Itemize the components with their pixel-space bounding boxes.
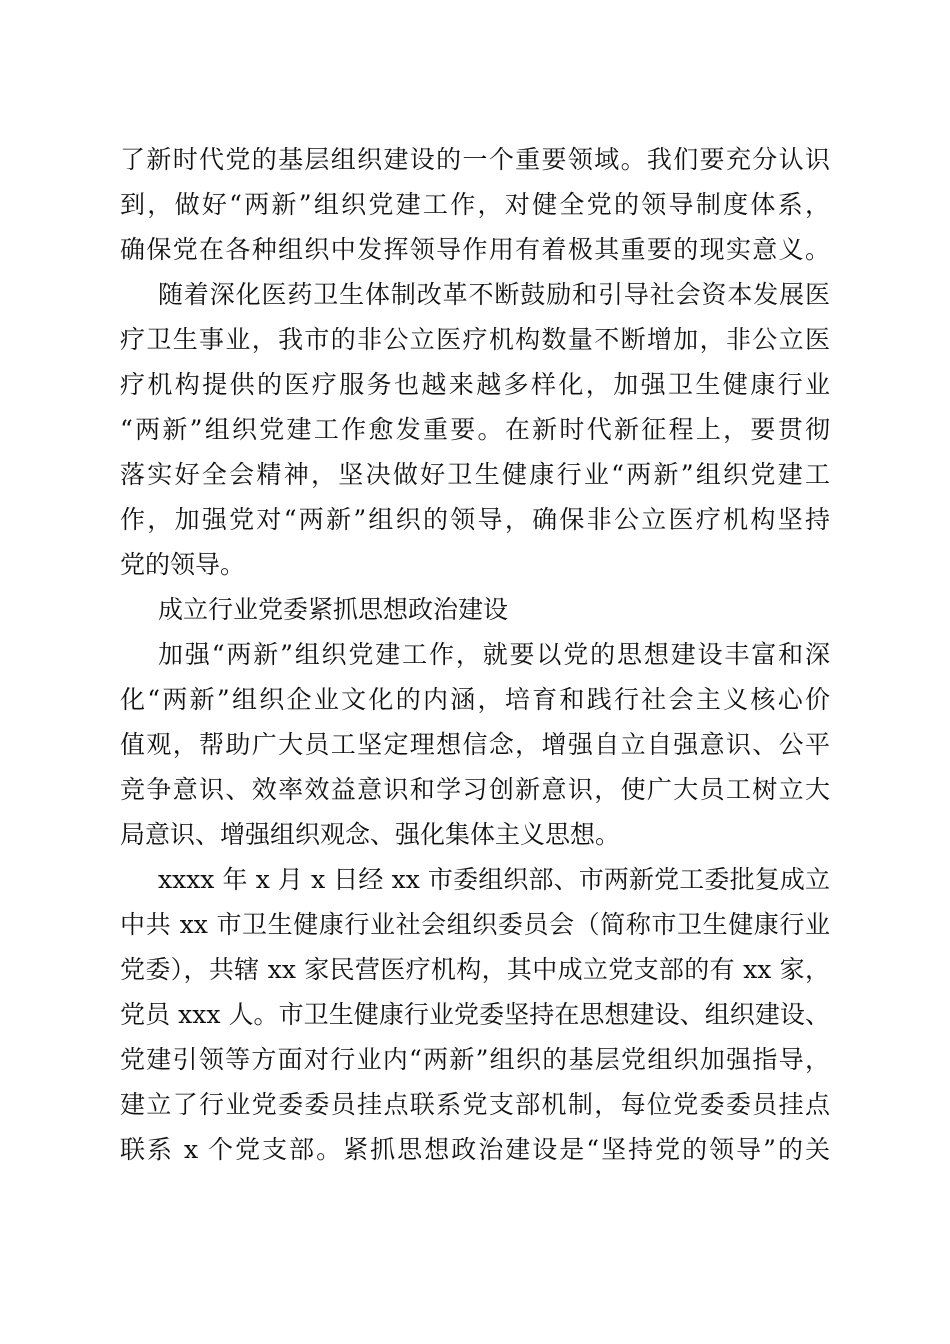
text-line: 了新时代党的基层组织建设的一个重要领域。我们要充分认识 xyxy=(120,145,830,174)
text-line: 落实好全会精神，坚决做好卫生健康行业“两新”组织党建工 xyxy=(120,460,830,489)
paragraph-first-line: xxxx 年 x 月 x 日经 xx 市委组织部、市两新党工委批复成立 xyxy=(158,865,830,894)
text-line: 化“两新”组织企业文化的内涵，培育和践行社会主义核心价 xyxy=(120,685,830,714)
text-line: 党员 xxx 人。市卫生健康行业党委坚持在思想建设、组织建设、 xyxy=(120,1000,830,1029)
text-line: 值观，帮助广大员工坚定理想信念，增强自立自强意识、公平 xyxy=(120,730,830,759)
text-line: 作，加强党对“两新”组织的领导，确保非公立医疗机构坚持 xyxy=(120,505,830,534)
paragraph-first-line: 随着深化医药卫生体制改革不断鼓励和引导社会资本发展医 xyxy=(158,280,830,309)
text-line: 竞争意识、效率效益意识和学习创新意识，使广大员工树立大 xyxy=(120,775,830,804)
text-line: 党建引领等方面对行业内“两新”组织的基层党组织加强指导， xyxy=(120,1045,830,1074)
text-line: 确保党在各种组织中发挥领导作用有着极其重要的现实意义。 xyxy=(120,235,830,264)
text-line: 党委），共辖 xx 家民营医疗机构，其中成立党支部的有 xx 家， xyxy=(120,955,830,984)
text-line: 联系 x 个党支部。紧抓思想政治建设是“坚持党的领导”的关 xyxy=(120,1135,830,1164)
text-line: 党的领导。 xyxy=(120,550,246,579)
text-line: 建立了行业党委委员挂点联系党支部机制，每位党委委员挂点 xyxy=(120,1090,830,1119)
text-line: 疗卫生事业，我市的非公立医疗机构数量不断增加，非公立医 xyxy=(120,325,830,354)
text-line: 疗机构提供的医疗服务也越来越多样化，加强卫生健康行业 xyxy=(120,370,830,399)
text-line: 局意识、增强组织观念、强化集体主义思想。 xyxy=(120,820,621,849)
text-line: 到，做好“两新”组织党建工作，对健全党的领导制度体系， xyxy=(120,190,830,219)
paragraph-first-line: 加强“两新”组织党建工作，就要以党的思想建设丰富和深 xyxy=(158,640,830,669)
text-line: 中共 xx 市卫生健康行业社会组织委员会（简称市卫生健康行业 xyxy=(120,910,830,939)
text-line: “两新”组织党建工作愈发重要。在新时代新征程上，要贯彻 xyxy=(120,415,830,444)
section-heading: 成立行业党委紧抓思想政治建设 xyxy=(158,595,509,624)
